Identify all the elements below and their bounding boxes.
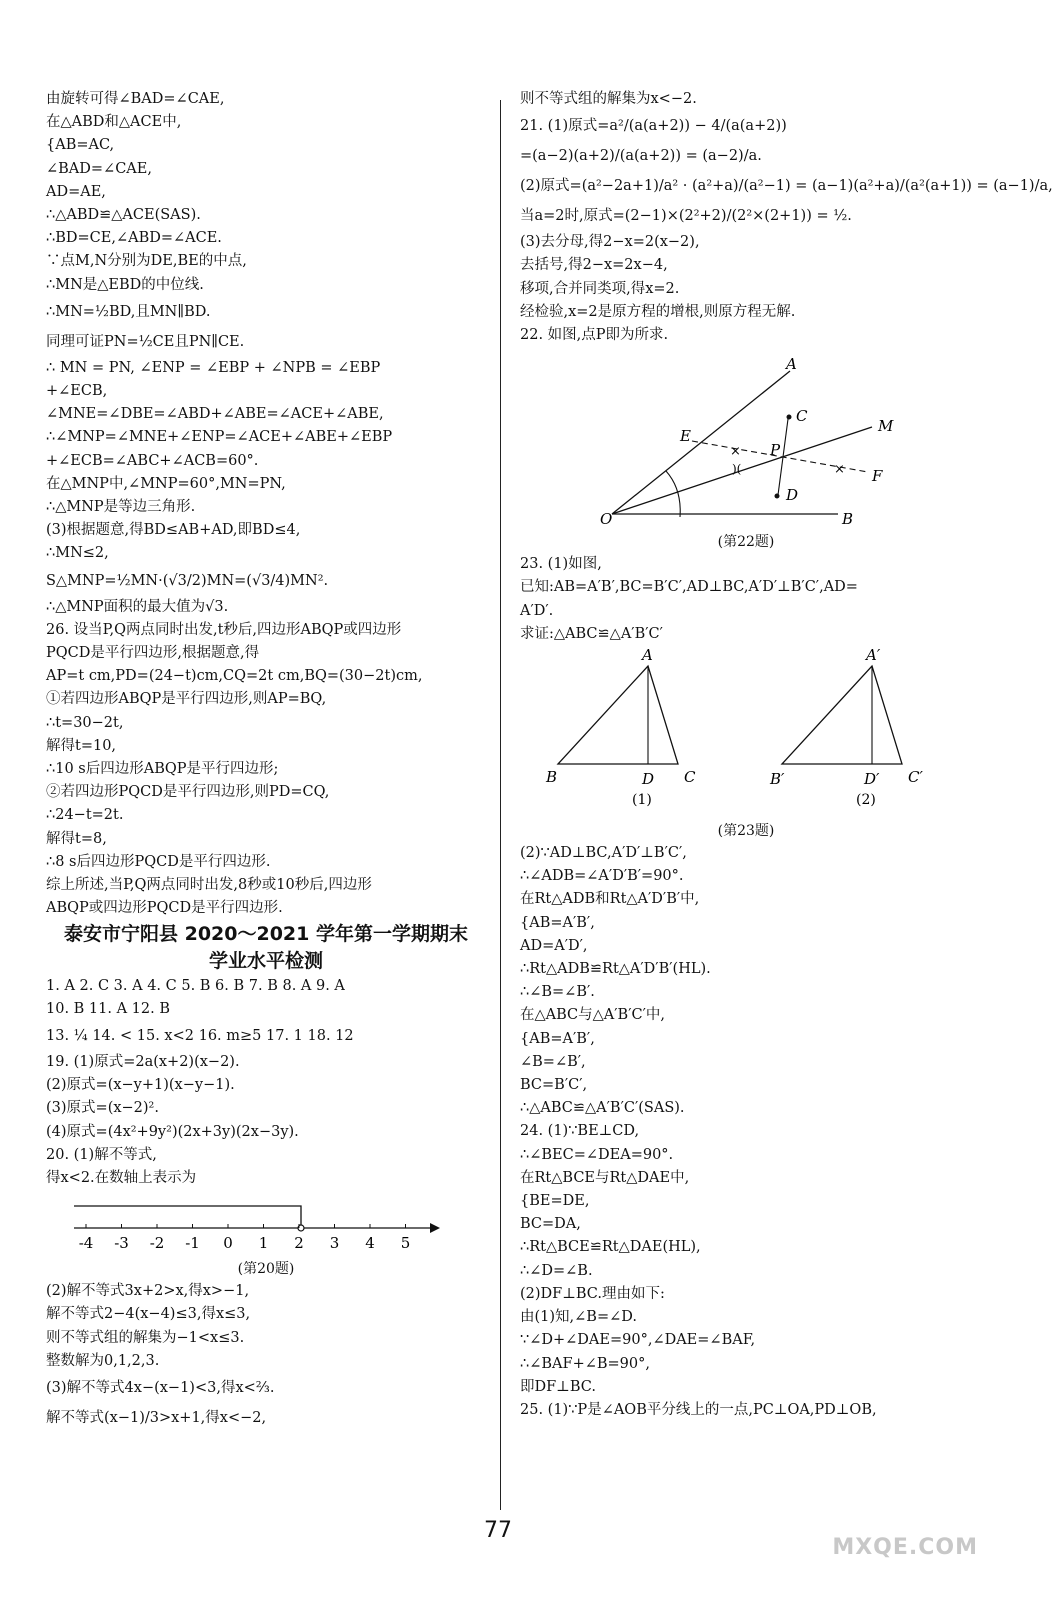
text-line: 移项,合并同类项,得x=2. xyxy=(520,280,680,297)
label-D: D xyxy=(786,486,799,505)
text-line: 在△MNP中,∠MNP=60°,MN=PN, xyxy=(46,475,286,492)
text-line: ∴MN是△EBD的中位线. xyxy=(46,276,204,293)
text-line: ①若四边形ABQP是平行四边形,则AP=BQ, xyxy=(46,691,327,708)
text-line: (2)解不等式3x+2>x,得x>−1, xyxy=(46,1283,250,1300)
text-line: 26. 设当P,Q两点同时出发,t秒后,四边形ABQP或四边形 xyxy=(46,621,402,638)
text-line: 同理可证PN=½CE且PN∥CE. xyxy=(46,333,245,350)
t23-label-A: A xyxy=(642,646,653,665)
text-line: (2)原式=(a²−2a+1)/a² · (a²+a)/(a²−1) = (a−1)(a²+a)/(a²(a+1)) = (a−1)/a, xyxy=(520,178,1053,195)
text-line: ∴∠B=∠B′. xyxy=(520,984,595,1001)
text-line: ∴∠MNP=∠MNE+∠ENP=∠ACE+∠ABE+∠EBP xyxy=(46,429,393,446)
left-column xyxy=(46,88,486,1433)
section-title-1: 泰安市宁阳县 2020～2021 学年第一学期期末 xyxy=(64,922,468,945)
text-line: 解不等式2−4(x−4)≤3,得x≤3, xyxy=(46,1306,251,1323)
t23-label-B2: B′ xyxy=(770,770,785,789)
text-line: 1. A 2. C 3. A 4. C 5. B 6. B 7. B 8. A 9. A xyxy=(46,977,345,994)
text-line: AD=AE, xyxy=(46,183,106,200)
text-line: 由旋转可得∠BAD=∠CAE, xyxy=(46,91,225,107)
text-line: ∴△ABC≌△A′B′C′(SAS). xyxy=(520,1100,685,1117)
text-line: 解得t=10, xyxy=(46,737,117,754)
text-line: (2)DF⊥BC.理由如下: xyxy=(520,1285,665,1302)
text-line: ABQP或四边形PQCD是平行四边形. xyxy=(46,900,283,917)
text-line: 10. B 11. A 12. B xyxy=(46,1000,171,1017)
text-line: +∠ECB, xyxy=(46,383,108,400)
text-line: 21. (1)原式=a²/(a(a+2)) − 4/(a(a+2)) xyxy=(520,118,787,135)
text-line: ∴△ABD≌△ACE(SAS). xyxy=(46,207,201,224)
tick-label: -3 xyxy=(114,1234,129,1253)
text-line: 解得t=8, xyxy=(46,830,107,847)
text-line: ∴△MNP面积的最大值为√3. xyxy=(46,598,229,615)
text-line: BC=B′C′, xyxy=(520,1077,588,1094)
text-line: ∴ MN = PN, ∠ENP = ∠EBP + ∠NPB = ∠EBP xyxy=(46,359,381,376)
column-divider xyxy=(500,100,501,1510)
arc-mark-2: )( xyxy=(732,462,742,477)
text-line: 在△ABD和△ACE中, xyxy=(46,114,182,131)
t23-label-D2: D′ xyxy=(864,770,880,789)
figure-20-number-line xyxy=(46,1192,486,1256)
arc-mark-3: × xyxy=(834,462,845,478)
triangle-A2B2C2 xyxy=(782,666,902,764)
text-line: 24. (1)∵BE⊥CD, xyxy=(520,1123,640,1140)
text-line: ∠BAD=∠CAE, xyxy=(46,160,152,177)
text-line: ∴24−t=2t. xyxy=(46,807,124,824)
text-line: PQCD是平行四边形,根据题意,得 xyxy=(46,645,260,662)
text-line: (3)解不等式4x−(x−1)<3,得x<⅔. xyxy=(46,1379,275,1396)
arc-mark-1: × xyxy=(730,444,741,460)
number-line-arrow xyxy=(430,1223,440,1233)
text-line: ∴BD=CE,∠ABD=∠ACE. xyxy=(46,230,222,247)
label-M: M xyxy=(878,417,894,436)
text-line: 13. ¼ 14. < 15. x<2 16. m≥5 17. 1 18. 12 xyxy=(46,1027,354,1044)
text-line: ∴∠ADB=∠A′D′B′=90°. xyxy=(520,868,684,885)
t23-label-D: D xyxy=(642,770,655,789)
text-line: ∴t=30−2t, xyxy=(46,714,124,731)
text-line: 则不等式组的解集为−1<x≤3. xyxy=(46,1329,245,1346)
ray-OA xyxy=(612,371,790,514)
right-lines-2 xyxy=(520,553,972,646)
text-line: 22. 如图,点P即为所求. xyxy=(520,327,669,344)
tick-label: 0 xyxy=(223,1234,233,1253)
text-line: ∵点M,N分别为DE,BE的中点, xyxy=(46,253,247,270)
ray-OM xyxy=(612,427,872,514)
text-line: BC=DA, xyxy=(520,1216,581,1233)
tick-label: 4 xyxy=(365,1234,375,1253)
t23-label-B: B xyxy=(546,768,558,787)
text-line: =(a−2)(a+2)/(a(a+2)) = (a−2)/a. xyxy=(520,148,762,165)
answers-block xyxy=(46,975,486,1191)
figure-22-construction xyxy=(520,349,972,529)
text-line: 则不等式组的解集为x<−2. xyxy=(520,91,697,107)
label-E: E xyxy=(680,427,691,446)
label-A: A xyxy=(786,355,797,374)
text-line: (4)原式=(4x²+9y²)(2x+3y)(2x−3y). xyxy=(46,1123,299,1140)
text-line: ②若四边形PQCD是平行四边形,则PD=CQ, xyxy=(46,784,330,801)
page-number: 77 xyxy=(484,1518,512,1543)
text-line: ∴∠BEC=∠DEA=90°. xyxy=(520,1146,674,1163)
figure-22-caption: (第22题) xyxy=(717,534,775,551)
text-line: ∴∠D=∠B. xyxy=(520,1262,593,1279)
text-line: (3)原式=(x−2)². xyxy=(46,1100,159,1117)
t23-label-A2: A′ xyxy=(866,646,881,665)
label-C: C xyxy=(796,407,808,426)
text-line: 即DF⊥BC. xyxy=(520,1378,596,1395)
text-line: ∴MN≤2, xyxy=(46,545,109,562)
text-line: (2)原式=(x−y+1)(x−y−1). xyxy=(46,1077,235,1094)
figure-23-triangles xyxy=(520,648,972,818)
left-lines-3 xyxy=(46,1280,486,1433)
text-line: {BE=DE, xyxy=(520,1193,590,1210)
t23-label-C: C xyxy=(684,768,696,787)
right-lines xyxy=(520,88,1053,347)
text-line: 25. (1)∵P是∠AOB平分线上的一点,PC⊥OA,PD⊥OB, xyxy=(520,1401,877,1418)
text-line: 经检验,x=2是原方程的增根,则原方程无解. xyxy=(520,303,796,320)
text-line: 当a=2时,原式=(2−1)×(2²+2)/(2²×(2+1)) = ½. xyxy=(520,208,852,225)
right-lines-3 xyxy=(520,842,972,1422)
tick-label: -2 xyxy=(149,1234,165,1253)
text-line: {AB=A′B′, xyxy=(520,914,595,931)
text-line: ∴10 s后四边形ABQP是平行四边形; xyxy=(46,761,279,778)
point-C xyxy=(787,415,792,420)
text-line: (3)根据题意,得BD≤AB+AD,即BD≤4, xyxy=(46,522,301,539)
text-line: (2)∵AD⊥BC,A′D′⊥B′C′, xyxy=(520,845,687,862)
text-line: 19. (1)原式=2a(x+2)(x−2). xyxy=(46,1053,240,1070)
tick-label: -4 xyxy=(78,1234,94,1253)
text-line: ∴8 s后四边形PQCD是平行四边形. xyxy=(46,853,271,870)
figure-23-caption: (第23题) xyxy=(717,823,775,840)
t23-label-1: (1) xyxy=(632,792,652,809)
label-O: O xyxy=(600,510,613,529)
point-D xyxy=(775,494,780,499)
figure-20-caption: (第20题) xyxy=(237,1261,295,1278)
solution-ray xyxy=(74,1206,301,1228)
text-line: 由(1)知,∠B=∠D. xyxy=(520,1309,637,1326)
tick-label: -1 xyxy=(185,1234,200,1253)
text-line: {AB=AC, xyxy=(46,137,115,154)
tick-label: 1 xyxy=(258,1234,269,1253)
text-line: AD=A′D′, xyxy=(520,937,588,954)
tick-label: 3 xyxy=(329,1234,340,1253)
text-line: ∴Rt△BCE≌Rt△DAE(HL), xyxy=(520,1239,701,1256)
label-B: B xyxy=(842,510,854,529)
text-line: 综上所述,当P,Q两点同时出发,8秒或10秒后,四边形 xyxy=(46,877,372,894)
text-line: 已知:AB=A′B′,BC=B′C′,AD⊥BC,A′D′⊥B′C′,AD= xyxy=(520,579,858,596)
label-P: P xyxy=(770,441,781,460)
triangle-ABC xyxy=(558,666,678,764)
tick-label: 5 xyxy=(400,1234,411,1253)
text-line: ∴Rt△ADB≌Rt△A′D′B′(HL). xyxy=(520,961,711,978)
text-line: ∠B=∠B′, xyxy=(520,1053,586,1070)
text-line: A′D′. xyxy=(520,602,554,619)
text-line: S△MNP=½MN·(√3/2)MN=(√3/4)MN². xyxy=(46,572,329,589)
text-line: ∵∠D+∠DAE=90°,∠DAE=∠BAF, xyxy=(520,1332,756,1349)
text-line: 在△ABC与△A′B′C′中, xyxy=(520,1007,665,1024)
watermark-text: MXQE.COM xyxy=(832,1535,978,1560)
text-line: 20. (1)解不等式, xyxy=(46,1146,157,1163)
t23-label-C2: C′ xyxy=(908,768,923,787)
text-line: (3)去分母,得2−x=2(x−2), xyxy=(520,234,700,251)
tick-label: 2 xyxy=(294,1234,304,1253)
text-line: 求证:△ABC≌△A′B′C′ xyxy=(520,625,663,642)
right-column xyxy=(520,88,1053,1422)
text-line: 在Rt△BCE与Rt△DAE中, xyxy=(520,1169,690,1186)
label-F: F xyxy=(872,467,883,486)
text-line: ∴∠BAF+∠B=90°, xyxy=(520,1355,650,1372)
text-line: ∴△MNP是等边三角形. xyxy=(46,499,196,516)
text-line: 整数解为0,1,2,3. xyxy=(46,1352,160,1369)
text-line: 23. (1)如图, xyxy=(520,556,602,573)
text-line: 解不等式(x−1)/3>x+1,得x<−2, xyxy=(46,1409,267,1426)
text-line: ∠MNE=∠DBE=∠ABD+∠ABE=∠ACE+∠ABE, xyxy=(46,406,384,423)
text-line: {AB=A′B′, xyxy=(520,1030,595,1047)
text-line: AP=t cm,PD=(24−t)cm,CQ=2t cm,BQ=(30−2t)cm, xyxy=(46,668,423,685)
text-line: 得x<2.在数轴上表示为 xyxy=(46,1169,197,1186)
text-line: 去括号,得2−x=2x−4, xyxy=(520,257,668,274)
left-lines xyxy=(46,88,486,921)
text-line: 在Rt△ADB和Rt△A′D′B′中, xyxy=(520,891,700,908)
section-title-2: 学业水平检测 xyxy=(208,949,323,972)
t23-label-2: (2) xyxy=(856,792,876,809)
text-line: ∴MN=½BD,且MN∥BD. xyxy=(46,303,211,320)
text-line: +∠ECB=∠ABC+∠ACB=60°. xyxy=(46,452,259,469)
